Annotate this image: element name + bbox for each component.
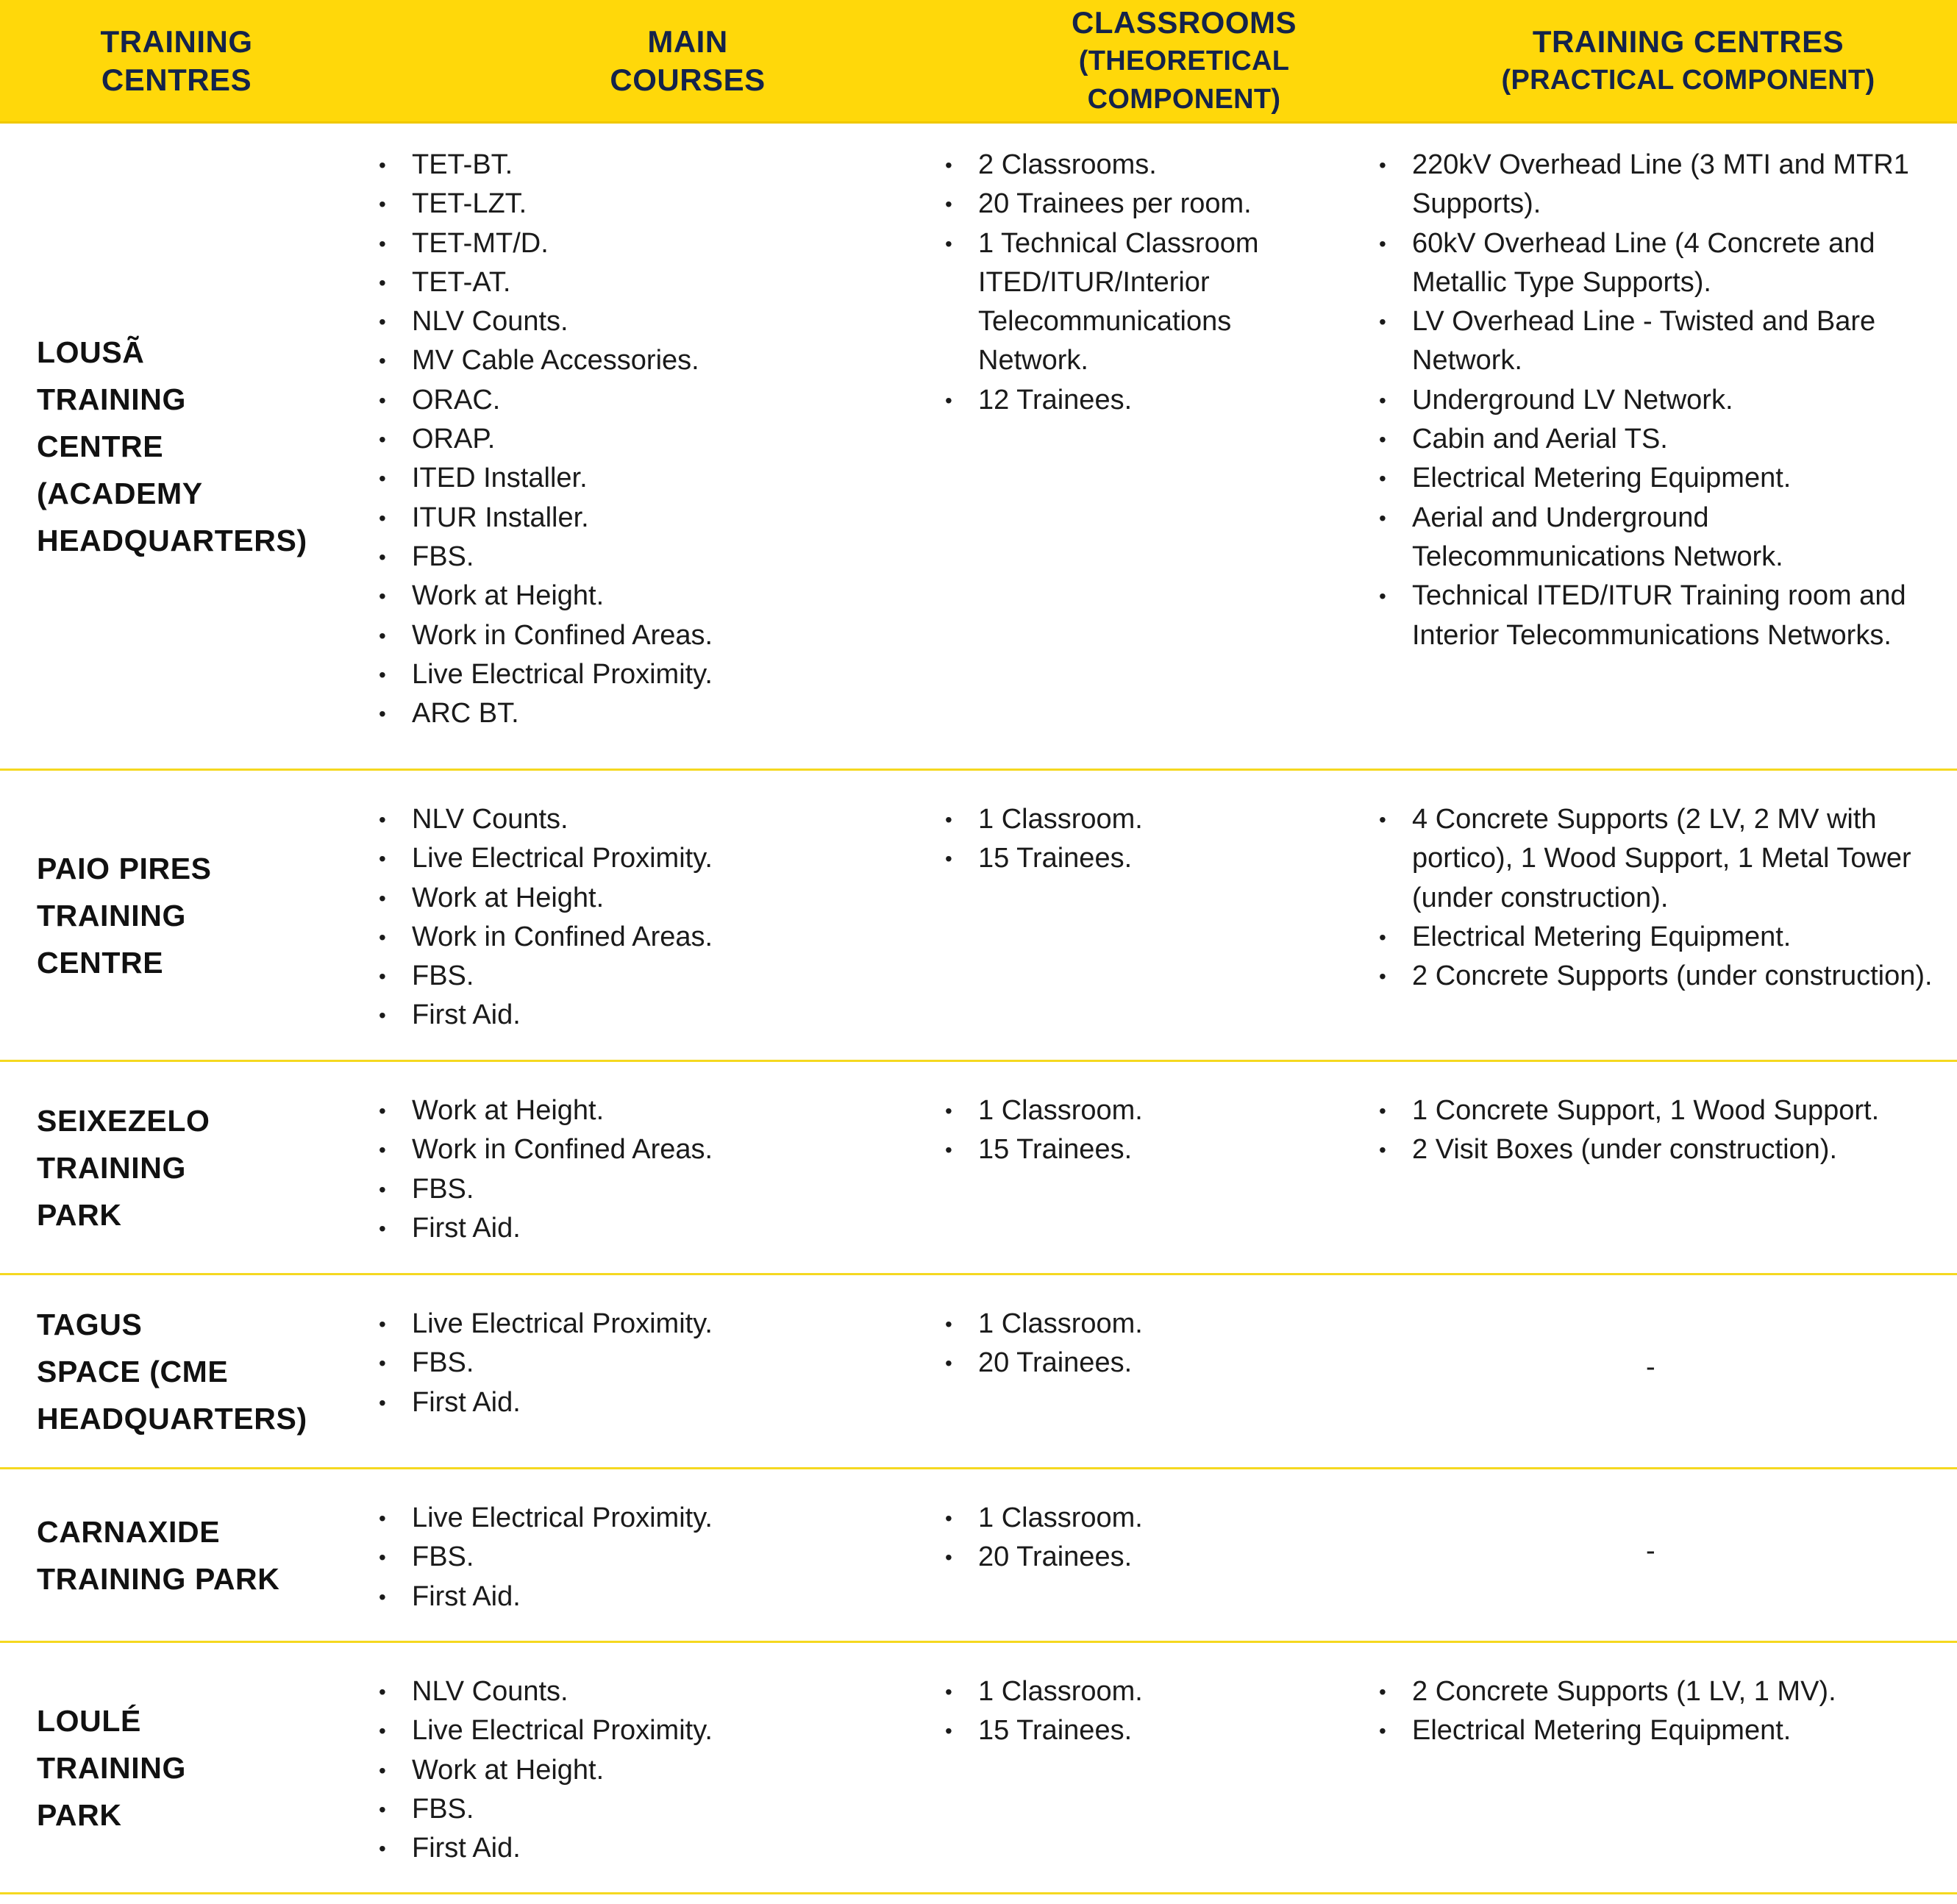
centre-name: LOULÉ TRAINING PARK: [37, 1703, 186, 1832]
practical-empty: -: [1646, 1536, 1655, 1566]
classrooms-list: [945, 146, 1327, 420]
header-main-courses: MAIN COURSES: [610, 24, 766, 97]
list-item: • Electrical Metering Equipment.: [1379, 918, 1938, 957]
list-item: • ORAP.: [379, 420, 761, 459]
list-item: • ITED Installer.: [379, 459, 761, 498]
courses-list: [379, 1305, 761, 1422]
list-item: • First Aid.: [379, 1209, 761, 1248]
list-item: • 2 Concrete Supports (1 LV, 1 MV).: [1379, 1672, 1938, 1711]
list-item: • TET-MT/D.: [379, 224, 761, 263]
list-item: • NLV Counts.: [379, 800, 761, 839]
list-item: • Aerial and Underground Telecommunications Network.: [1379, 499, 1938, 577]
list-item: • NLV Counts.: [379, 302, 761, 341]
classrooms-list: [945, 1305, 1327, 1383]
practical-list: [1379, 146, 1938, 655]
list-item: • Work in Confined Areas.: [379, 616, 761, 655]
list-item: • Work at Height.: [379, 879, 761, 918]
table-row: [0, 771, 1957, 1062]
list-item: • 15 Trainees.: [945, 1711, 1327, 1750]
list-item: • 1 Classroom.: [945, 1499, 1327, 1538]
list-item: • 60kV Overhead Line (4 Concrete and Metallic Type Supports).: [1379, 224, 1938, 303]
practical-list: [1379, 800, 1938, 996]
centre-name: LOUSÃ TRAINING CENTRE (ACADEMY HEADQUARTERS): [37, 335, 307, 557]
list-item: • Cabin and Aerial TS.: [1379, 420, 1938, 459]
practical-list: [1379, 1672, 1938, 1751]
list-item: • Electrical Metering Equipment.: [1379, 459, 1938, 498]
practical-empty: -: [1646, 1352, 1655, 1383]
list-item: • First Aid.: [379, 996, 761, 1035]
list-item: • FBS.: [379, 1790, 761, 1829]
list-item: • Work at Height.: [379, 1091, 761, 1130]
list-item: • First Aid.: [379, 1577, 761, 1616]
list-item: • TET-AT.: [379, 263, 761, 302]
list-item: • FBS.: [379, 1344, 761, 1383]
list-item: • 4 Concrete Supports (2 LV, 2 MV with portico), 1 Wood Support, 1 Metal Tower (under construction).: [1379, 800, 1938, 918]
list-item: • FBS.: [379, 1538, 761, 1577]
list-item: • 1 Classroom.: [945, 1305, 1327, 1344]
list-item: • Electrical Metering Equipment.: [1379, 1711, 1938, 1750]
list-item: • ARC BT.: [379, 694, 761, 733]
list-item: • 2 Concrete Supports (under construction).: [1379, 957, 1938, 996]
list-item: • 2 Classrooms.: [945, 146, 1327, 185]
list-item: • FBS.: [379, 1170, 761, 1209]
list-item: • Live Electrical Proximity.: [379, 1499, 761, 1538]
list-item: • 12 Trainees.: [945, 381, 1327, 420]
list-item: • Work in Confined Areas.: [379, 1130, 761, 1169]
classrooms-list: [945, 1499, 1327, 1577]
list-item: • Live Electrical Proximity.: [379, 1305, 761, 1344]
courses-list: [379, 146, 761, 733]
courses-list: [379, 1091, 761, 1248]
list-item: • 1 Classroom.: [945, 1091, 1327, 1130]
list-item: • 15 Trainees.: [945, 1130, 1327, 1169]
table-header: [0, 0, 1957, 124]
list-item: • 20 Trainees per room.: [945, 185, 1327, 224]
centre-name: CARNAXIDE TRAINING PARK: [37, 1514, 280, 1596]
courses-list: [379, 1672, 761, 1868]
list-item: • FBS.: [379, 538, 761, 577]
header-classrooms: CLASSROOMS (THEORETICAL COMPONENT): [1071, 4, 1297, 115]
table-row: [0, 1275, 1957, 1469]
list-item: • Work at Height.: [379, 1751, 761, 1790]
list-item: • FBS.: [379, 957, 761, 996]
list-item: • TET-BT.: [379, 146, 761, 185]
list-item: • 2 Visit Boxes (under construction).: [1379, 1130, 1938, 1169]
centre-name: TAGUS SPACE (CME HEADQUARTERS): [37, 1307, 307, 1436]
list-item: • 1 Concrete Support, 1 Wood Support.: [1379, 1091, 1938, 1130]
courses-list: [379, 1499, 761, 1616]
list-item: • 1 Classroom.: [945, 800, 1327, 839]
table-row: [0, 1469, 1957, 1643]
list-item: • First Aid.: [379, 1829, 761, 1868]
classrooms-list: [945, 1672, 1327, 1751]
classrooms-list: [945, 1091, 1327, 1170]
list-item: • Underground LV Network.: [1379, 381, 1938, 420]
centre-name: SEIXEZELO TRAINING PARK: [37, 1103, 210, 1232]
list-item: • 1 Technical Classroom ITED/ITUR/Interior Telecommunications Network.: [945, 224, 1327, 381]
table-row: [0, 124, 1957, 771]
list-item: • 15 Trainees.: [945, 839, 1327, 878]
list-item: • Live Electrical Proximity.: [379, 655, 761, 694]
list-item: • NLV Counts.: [379, 1672, 761, 1711]
list-item: • MV Cable Accessories.: [379, 341, 761, 380]
table-row: [0, 1062, 1957, 1275]
classrooms-list: [945, 800, 1327, 879]
list-item: • Technical ITED/ITUR Training room and Interior Telecommunications Networks.: [1379, 577, 1938, 655]
list-item: • 1 Classroom.: [945, 1672, 1327, 1711]
list-item: • 220kV Overhead Line (3 MTI and MTR1 Supports).: [1379, 146, 1938, 224]
list-item: • 20 Trainees.: [945, 1538, 1327, 1577]
centre-name: PAIO PIRES TRAINING CENTRE: [37, 851, 212, 980]
list-item: • 20 Trainees.: [945, 1344, 1327, 1383]
list-item: • ORAC.: [379, 381, 761, 420]
list-item: • TET-LZT.: [379, 185, 761, 224]
list-item: • Live Electrical Proximity.: [379, 1711, 761, 1750]
courses-list: [379, 800, 761, 1035]
list-item: • LV Overhead Line - Twisted and Bare Network.: [1379, 302, 1938, 381]
list-item: • Work in Confined Areas.: [379, 918, 761, 957]
list-item: • Work at Height.: [379, 577, 761, 616]
header-practical-centres: TRAINING CENTRES (PRACTICAL COMPONENT): [1501, 24, 1875, 96]
table-row: [0, 1643, 1957, 1894]
list-item: • ITUR Installer.: [379, 499, 761, 538]
list-item: • First Aid.: [379, 1383, 761, 1422]
table-body: [0, 124, 1957, 1894]
practical-list: [1379, 1091, 1938, 1170]
list-item: • Live Electrical Proximity.: [379, 839, 761, 878]
header-training-centres: TRAINING CENTRES: [100, 24, 253, 97]
